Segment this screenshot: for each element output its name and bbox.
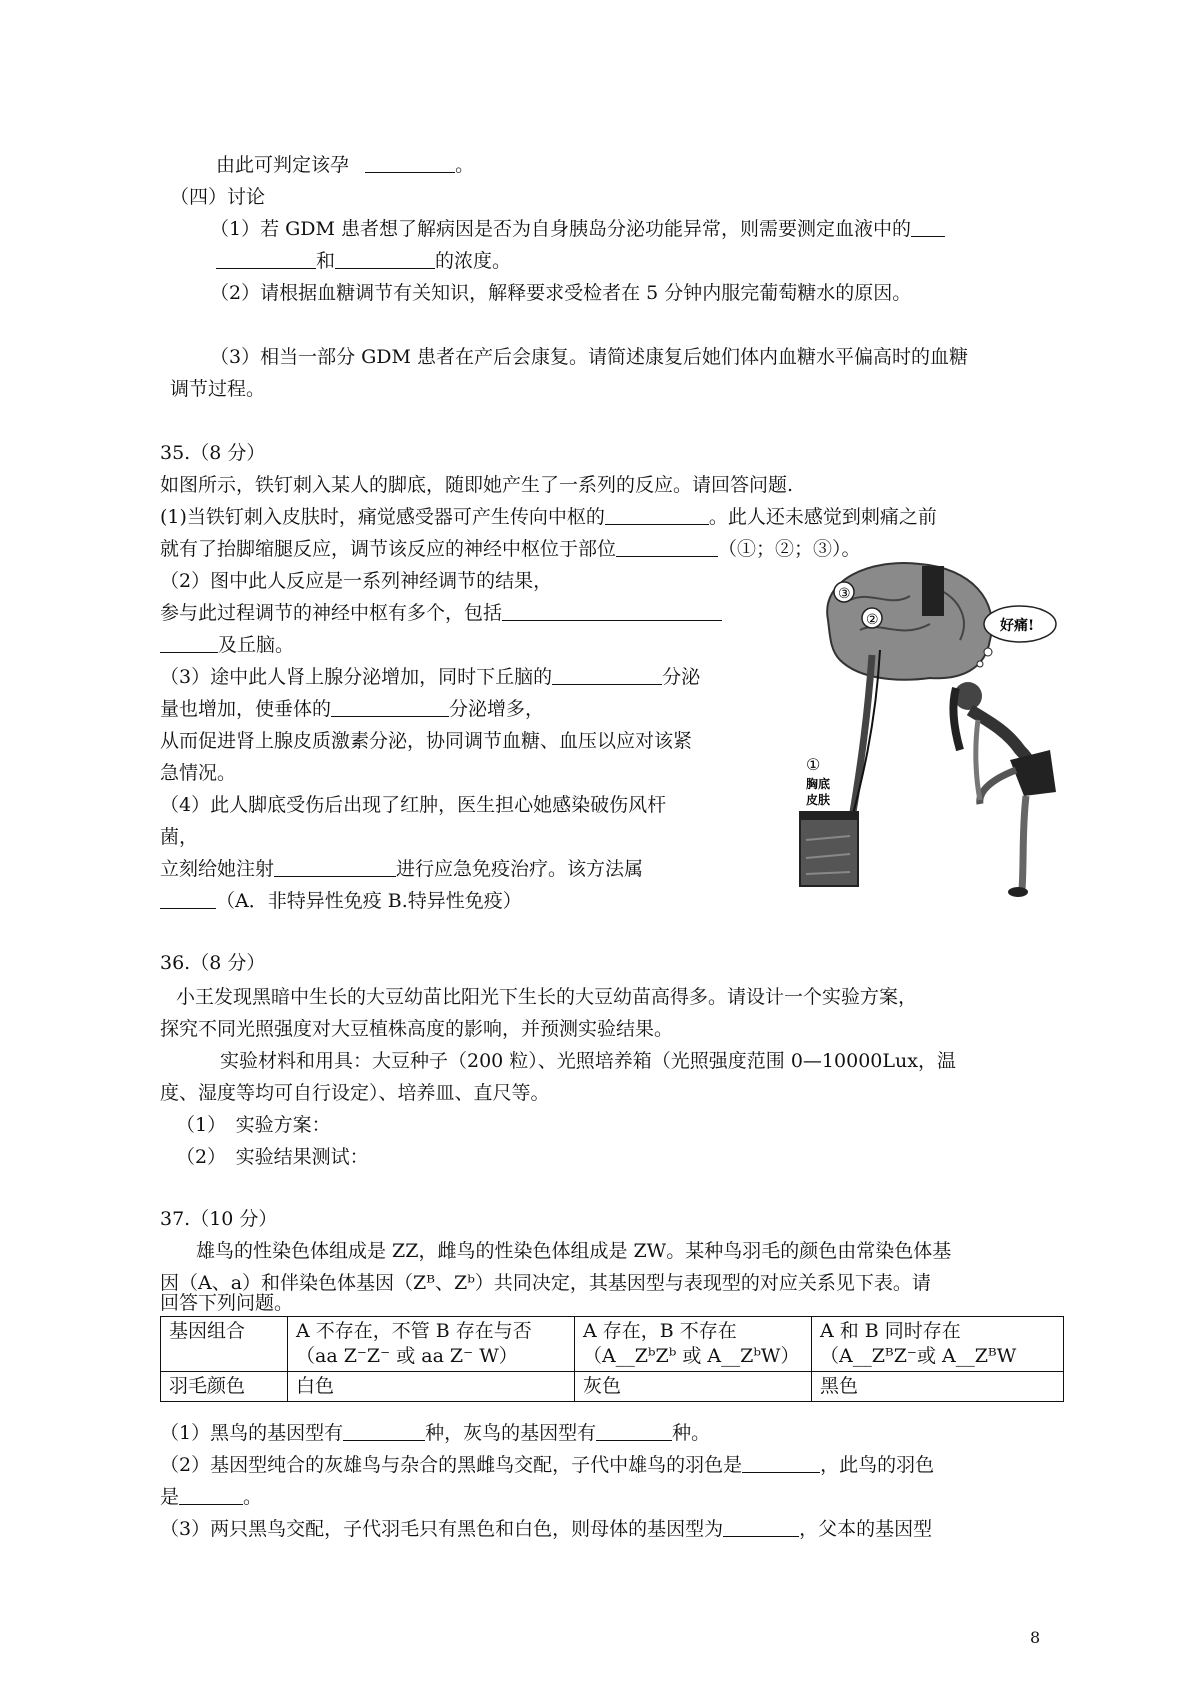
question-text: （2） 实验结果测试： <box>176 1146 369 1168</box>
mark-3: ③ <box>838 586 851 602</box>
text: ，此鸟的羽色 <box>820 1454 935 1476</box>
table-cell: A 不存在，不管 B 存在与否 （aa Z⁻Z⁻ 或 aa Z⁻ W） <box>288 1317 575 1372</box>
text: 进行应急免疫治疗。该方法属 <box>396 858 644 880</box>
text: （3）两只黑鸟交配，子代羽毛只有黑色和白色，则母体的基因型为 <box>160 1518 724 1540</box>
question-text <box>160 504 937 530</box>
table-row <box>161 1317 1064 1372</box>
text: 的浓度。 <box>435 250 512 272</box>
text: 。 <box>243 1486 263 1508</box>
table-row <box>161 1372 1064 1402</box>
question-text: 小王发现黑暗中生长的大豆幼苗比阳光下生长的大豆幼苗高得多。请设计一个实验方案， <box>176 986 918 1008</box>
text: （2）基因型纯合的灰雄鸟与杂合的黑雌鸟交配，子代中雄鸟的羽色是 <box>160 1454 743 1476</box>
bubble-dot <box>977 661 983 667</box>
answer-blank[interactable] <box>723 1518 799 1537</box>
question-text: 急情况。 <box>160 762 237 784</box>
text: 量也增加，使垂体的 <box>160 698 332 720</box>
text: 是 <box>160 1486 180 1508</box>
text: 就有了抬脚缩腿反应，调节该反应的神经中枢位于部位 <box>160 538 617 560</box>
text: 。此人还未感觉到刺痛之前 <box>708 506 937 528</box>
bubble-text: 好痛! <box>1000 618 1035 634</box>
text: (1)当铁钉刺入皮肤时，痛觉感受器可产生传向中枢的 <box>160 506 605 528</box>
section-heading: （四）讨论 <box>170 186 266 208</box>
text: 立刻给她注射 <box>160 858 275 880</box>
reflex-figure <box>806 560 1068 900</box>
text: 分泌增多， <box>449 698 545 720</box>
text: （A．非特异性免疫 B.特异性免疫） <box>216 890 522 912</box>
text: 种。 <box>672 1422 711 1444</box>
answer-blank[interactable] <box>616 538 718 557</box>
person-arm <box>976 720 980 800</box>
text: 。 <box>455 154 475 176</box>
answer-blank[interactable] <box>160 634 218 653</box>
text: 和 <box>316 250 336 272</box>
question-text <box>160 696 544 722</box>
answer-blank[interactable] <box>502 602 722 621</box>
table-cell: 黑色 <box>812 1372 1064 1402</box>
question-text <box>160 1452 934 1478</box>
person-shoe <box>1008 887 1028 897</box>
answer-blank[interactable] <box>216 250 316 269</box>
question-text: 雄鸟的性染色体组成是 ZZ，雌鸟的性染色体组成是 ZW。某种鸟羽毛的颜色由常染色体基 <box>196 1240 952 1262</box>
question-text: 如图所示，铁钉刺入某人的脚底，随即她产生了一系列的反应。请回答问题. <box>160 474 794 496</box>
question-text: 调节过程。 <box>170 378 266 400</box>
question-text: 回答下列问题。 <box>160 1292 294 1314</box>
question-text <box>160 856 643 882</box>
mark-1: ① <box>806 755 821 774</box>
mark-2: ② <box>866 612 879 628</box>
question-text: 探究不同光照强度对大豆植株高度的影响，并预测实验结果。 <box>160 1018 674 1040</box>
line-conclusion <box>216 152 474 178</box>
question-text <box>160 1420 710 1446</box>
question-text <box>216 248 511 274</box>
question-text <box>160 664 700 690</box>
skin-sample <box>800 812 858 886</box>
answer-blank[interactable] <box>742 1454 820 1473</box>
question-text <box>160 1484 262 1510</box>
question-text <box>210 216 945 242</box>
question-text: 实验材料和用具：大豆种子（200 粒）、光照培养箱（光照强度范围 0—10000Lux，温 <box>220 1050 956 1072</box>
text: 及丘脑。 <box>218 634 295 656</box>
text: （1）黑鸟的基因型有 <box>160 1422 344 1444</box>
person-raised-leg <box>980 770 1016 804</box>
answer-blank[interactable] <box>335 250 435 269</box>
text: （1）若 GDM 患者想了解病因是否为自身胰岛分泌功能异常，则需要测定血液中的 <box>210 218 912 240</box>
question-text: 从而促进肾上腺皮质激素分泌，协同调节血糖、血压以应对该紧 <box>160 730 693 752</box>
genotype-table <box>160 1316 1064 1402</box>
question-number-35: 35.（8 分） <box>160 442 266 464</box>
text: 参与此过程调节的神经中枢有多个，包括 <box>160 602 503 624</box>
question-text: 菌， <box>160 826 199 848</box>
text: （①；②；③）。 <box>718 538 861 560</box>
text: 分泌 <box>662 666 701 688</box>
table-cell: A 和 B 同时存在 （A__ZᴮZ⁻或 A__ZᴮW <box>812 1317 1064 1372</box>
question-text: （4）此人脚底受伤后出现了红肿，医生担心她感染破伤风杆 <box>160 794 667 816</box>
table-cell: 基因组合 <box>161 1317 288 1372</box>
table-cell: 灰色 <box>575 1372 812 1402</box>
table-cell: 白色 <box>288 1372 575 1402</box>
question-text: （2）图中此人反应是一系列神经调节的结果， <box>160 570 553 592</box>
brain-shape <box>827 563 992 680</box>
question-text: （3）相当一部分 GDM 患者在产后会康复。请简述康复后她们体内血糖水平偏高时的血糖 <box>210 346 969 368</box>
skin-layer <box>800 812 858 820</box>
question-text <box>160 888 522 914</box>
question-text <box>160 600 722 626</box>
table-cell: 羽毛颜色 <box>161 1372 288 1402</box>
answer-blank[interactable] <box>596 1422 672 1441</box>
skin-label: 胸底 <box>806 777 831 791</box>
question-text: 因（A、a）和伴染色体基因（Zᴮ、Zᵇ）共同决定，其基因型与表现型的对应关系见下表。请 <box>160 1272 931 1294</box>
text: 种，灰鸟的基因型有 <box>425 1422 597 1444</box>
person-leg <box>1022 796 1026 890</box>
table-cell: A 存在，B 不存在 （A__ZᵇZᵇ 或 A__ZᵇW） <box>575 1317 812 1372</box>
question-number-36: 36.（8 分） <box>160 952 266 974</box>
answer-blank[interactable] <box>179 1486 243 1505</box>
question-text <box>160 1516 932 1542</box>
question-number-37: 37.（10 分） <box>160 1208 278 1230</box>
question-text <box>160 632 294 658</box>
page-number: 8 <box>1030 1628 1041 1647</box>
bubble-dot <box>984 648 992 656</box>
question-text: 度、湿度等均可自行设定）、培养皿、直尺等。 <box>160 1082 550 1104</box>
text: ，父本的基因型 <box>799 1518 933 1540</box>
text: （3）途中此人肾上腺分泌增加，同时下丘脑的 <box>160 666 553 688</box>
answer-blank[interactable] <box>160 890 216 909</box>
answer-blank[interactable] <box>331 698 449 717</box>
answer-blank[interactable] <box>343 1422 425 1441</box>
skin-label: 皮肤 <box>806 793 831 807</box>
brain-cap <box>922 566 944 616</box>
question-text: （2）请根据血糖调节有关知识，解释要求受检者在 5 分钟内服完葡萄糖水的原因。 <box>210 282 912 304</box>
answer-blank[interactable] <box>911 218 945 237</box>
answer-blank[interactable] <box>552 666 662 685</box>
text: 由此可判定该孕 <box>216 154 350 176</box>
answer-blank[interactable] <box>365 154 455 173</box>
question-text: （1） 实验方案： <box>176 1114 331 1136</box>
answer-blank[interactable] <box>274 858 396 877</box>
answer-blank[interactable] <box>605 506 709 525</box>
question-text <box>160 536 861 562</box>
